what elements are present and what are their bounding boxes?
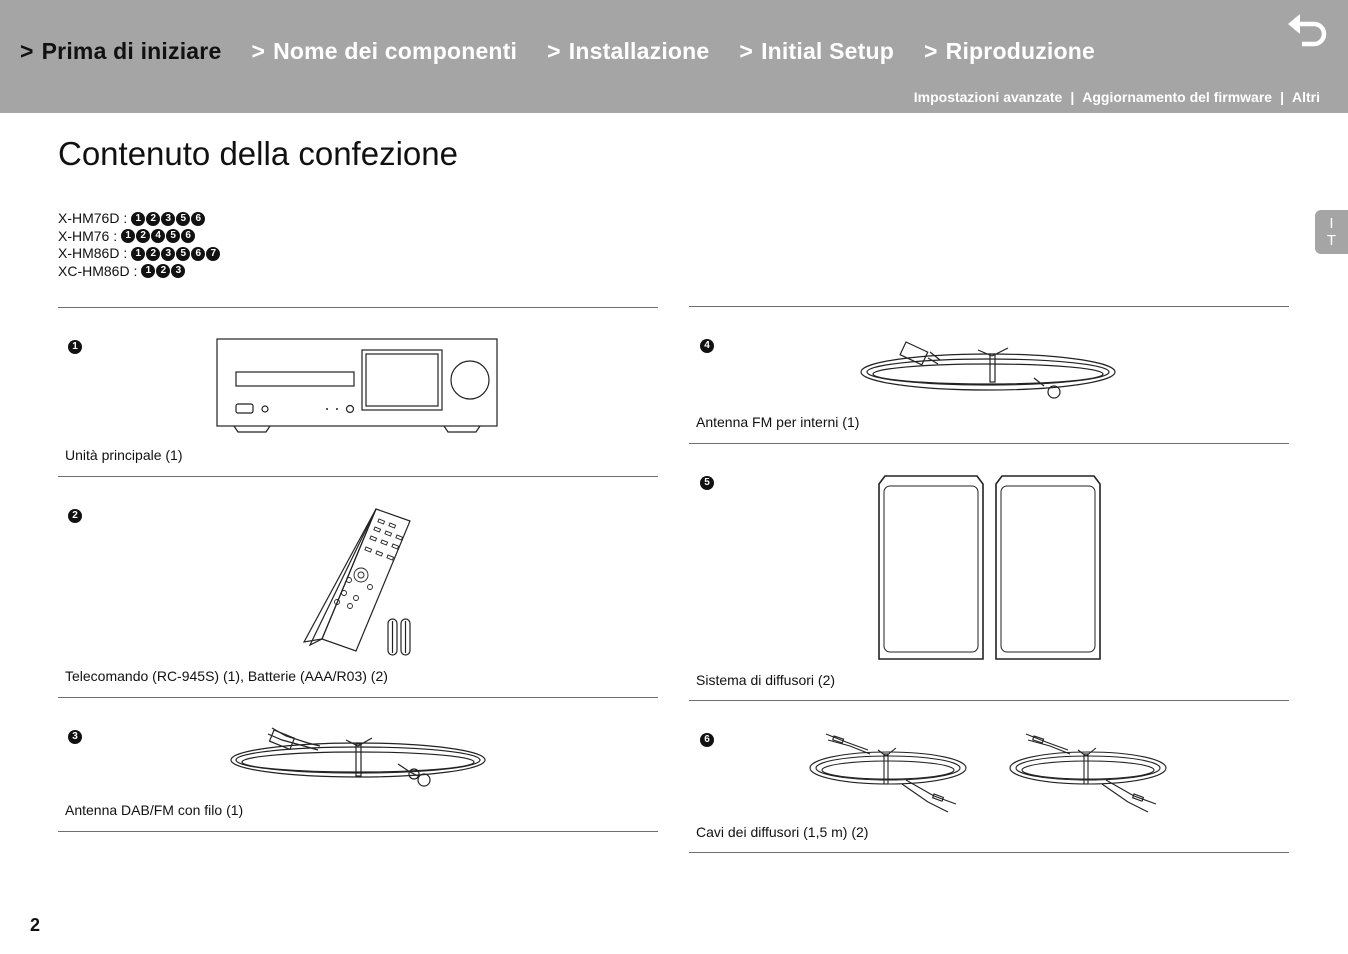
speaker-system-illustration (876, 472, 1104, 664)
separator: | (1280, 89, 1284, 105)
item-caption: Telecomando (RC-945S) (1), Batterie (AAA/R03) (2) (65, 668, 388, 684)
nav-arrow: > (547, 38, 561, 64)
top-navigation-bar (0, 0, 1348, 113)
model-row (58, 263, 221, 281)
item-number: 5 (700, 476, 714, 490)
link-altri[interactable]: Altri (1292, 89, 1320, 105)
language-tab[interactable] (1315, 210, 1348, 254)
item-caption: Unità principale (1) (65, 447, 183, 463)
circled-number: 3 (171, 264, 185, 278)
divider (689, 443, 1289, 444)
circled-number: 6 (191, 247, 205, 261)
circled-number: 2 (136, 229, 150, 243)
fm-indoor-antenna-illustration (858, 334, 1122, 404)
circled-number: 5 (176, 247, 190, 261)
item-numbers (121, 229, 196, 243)
circled-number: 1 (141, 264, 155, 278)
item-caption: Sistema di diffusori (2) (696, 672, 836, 688)
item-number: 4 (700, 339, 714, 353)
model-name: X-HM76D : (58, 210, 128, 226)
item-caption: Cavi dei diffusori (1,5 m) (2) (696, 824, 869, 840)
circled-number: 7 (206, 247, 220, 261)
link-impostazioni-avanzate[interactable]: Impostazioni avanzate (913, 89, 1063, 105)
circled-number: 3 (161, 212, 175, 226)
lang-letter: T (1326, 232, 1337, 249)
nav-arrow: > (739, 38, 754, 64)
speaker-cable-illustration (1004, 726, 1172, 818)
nav-label: Prima di iniziare (41, 38, 222, 64)
circled-number: 5 (166, 229, 180, 243)
lang-letter: I (1329, 215, 1334, 232)
nav-label: Initial Setup (761, 38, 895, 64)
item-numbers (141, 264, 186, 278)
item-number: 3 (68, 730, 82, 744)
model-row (58, 210, 221, 228)
model-name: X-HM76 : (58, 227, 118, 244)
remote-control-illustration (300, 505, 420, 657)
item-number: 1 (68, 340, 82, 354)
item-number: 2 (68, 509, 82, 523)
model-row (58, 245, 221, 263)
nav-prima-di-iniziare[interactable] (20, 38, 221, 65)
nav-label: Nome dei componenti (273, 38, 518, 64)
model-name: X-HM86D : (58, 245, 128, 261)
model-row (58, 228, 221, 246)
divider (58, 476, 658, 477)
circled-number: 2 (156, 264, 170, 278)
divider (58, 831, 658, 832)
link-aggiornamento-firmware[interactable]: Aggiornamento del firmware (1082, 89, 1273, 105)
nav-arrow: > (20, 38, 34, 64)
divider (689, 852, 1289, 853)
speaker-cable-illustration (806, 726, 974, 818)
circled-number: 1 (131, 212, 145, 226)
divider (689, 306, 1289, 307)
return-arrow-icon[interactable] (1286, 14, 1330, 52)
divider (689, 700, 1289, 701)
model-list (58, 210, 221, 280)
divider (58, 697, 658, 698)
nav-riproduzione[interactable] (924, 38, 1095, 65)
circled-number: 4 (151, 229, 165, 243)
page-number: 2 (30, 915, 41, 935)
main-unit-illustration (214, 336, 502, 436)
divider (58, 307, 658, 308)
nav-installazione[interactable] (547, 38, 709, 65)
circled-number: 5 (176, 212, 190, 226)
main-nav (20, 38, 1125, 65)
dab-fm-antenna-illustration (228, 724, 490, 792)
circled-number: 2 (146, 212, 160, 226)
separator: | (1070, 89, 1075, 105)
circled-number: 6 (181, 229, 195, 243)
nav-nome-dei-componenti[interactable] (251, 38, 517, 65)
page-title: Contenuto della confezione (58, 135, 458, 172)
circled-number: 1 (131, 247, 145, 261)
circled-number: 3 (161, 247, 175, 261)
item-caption: Antenna DAB/FM con filo (1) (65, 802, 244, 818)
circled-number: 6 (191, 212, 205, 226)
sub-navigation (914, 89, 1320, 105)
nav-label: Riproduzione (945, 38, 1095, 64)
circled-number: 1 (121, 229, 135, 243)
item-numbers (131, 212, 206, 226)
nav-initial-setup[interactable] (739, 38, 894, 65)
nav-arrow: > (924, 38, 938, 64)
model-name: XC-HM86D : (58, 262, 138, 279)
item-number: 6 (700, 733, 714, 747)
item-caption: Antenna FM per interni (1) (696, 414, 860, 430)
nav-label: Installazione (568, 38, 710, 64)
circled-number: 2 (146, 247, 160, 261)
item-numbers (131, 247, 221, 261)
nav-arrow: > (251, 38, 266, 64)
